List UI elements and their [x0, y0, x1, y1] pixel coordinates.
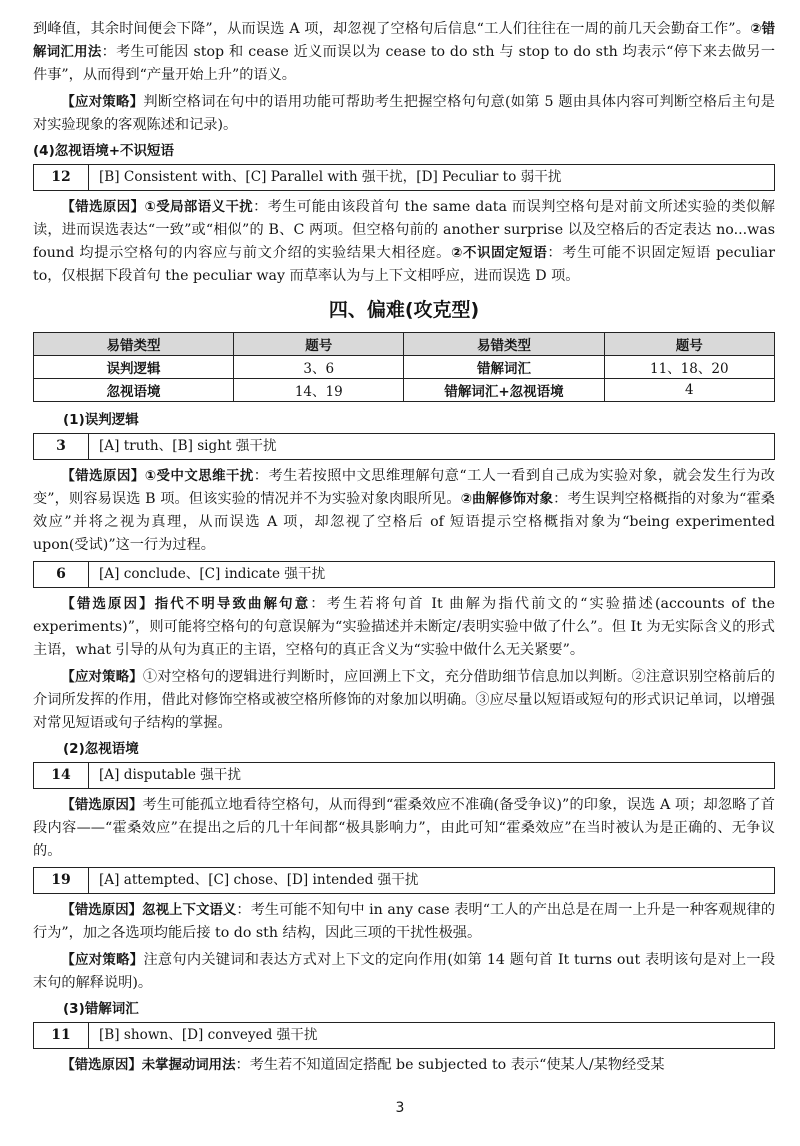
strategy-label: 【应对策略】 — [61, 953, 144, 968]
question-number: 6 — [34, 562, 89, 587]
paragraph-text: ①对空格句的逻辑进行判断时，应回溯上下文，充分借助细节信息加以判断。②注意识别空格前后的介词所发挥的作用，借此对修饰空格或被空格所修饰的对象加以明确。③应尽量以短语或短句的形式识记单词，以增强对常见短语或句子结构的掌握。 — [33, 669, 775, 731]
question-options: [A] disputable 强干扰 — [99, 767, 241, 783]
paragraph-text: 到峰值，其余时间便会下降”，从而误选 A 项，却忽视了空格句后信息“工人们往往在一周的前几天会勤奋工作”。 — [33, 21, 751, 37]
reason-sub-label: ②曲解修饰对象 — [460, 492, 554, 507]
page-number: 3 — [395, 1100, 405, 1116]
question-box-11 — [33, 1022, 775, 1049]
table-cell: 14、19 — [234, 379, 404, 402]
subsection-heading: (2)忽视语境 — [63, 741, 139, 757]
error-label: ②错解词汇用法 — [33, 22, 775, 60]
question-box-19 — [33, 867, 775, 894]
strategy-paragraph — [33, 949, 775, 995]
paragraph-text: ：考生若按照中文思维理解句意“工人一看到自己成为实验对象，就会发生行为改变”，则容易误选 B 项。但该实验的情况并不为实验对象肉眼所见。 — [33, 468, 775, 507]
paragraph-text: ：考生可能不识固定短语 peculiar to，仅根据下段首句 the peculiar way 而草率认为与上下文相呼应，进而误选 D 项。 — [33, 245, 776, 284]
question-number: 12 — [34, 165, 89, 190]
question-number: 11 — [34, 1023, 89, 1048]
question-options: [B] Consistent with、[C] Parallel with 强干扰，[D] Peculiar to 弱干扰 — [99, 169, 562, 185]
reason-paragraph — [33, 1054, 775, 1077]
table-cell: 3、6 — [234, 356, 404, 379]
table-cell: 4 — [604, 379, 774, 402]
paragraph-continued — [33, 18, 775, 87]
table-cell: 错解词汇+忽视语境 — [404, 379, 604, 402]
paragraph-text: 考生可能孤立地看待空格句，从而得到“霍桑效应不准确(备受争议)”的印象，误选 A 项；却忽略了首段内容——“霍桑效应”在提出之后的几十年间都“极具影响力”，由此可知“霍桑效应”在当时被认为是正确的、无争议的。 — [33, 797, 775, 859]
subsection-heading: (4)忽视语境+不识短语 — [33, 143, 175, 159]
table-row — [34, 379, 775, 402]
reason-label: 【错选原因】 — [61, 798, 143, 813]
reason-paragraph — [33, 593, 775, 662]
summary-table — [33, 332, 775, 402]
reason-label: 【错选原因】 — [61, 597, 155, 612]
reason-paragraph — [33, 196, 775, 288]
reason-paragraph — [33, 899, 775, 945]
question-options: [B] shown、[D] conveyed 强干扰 — [99, 1027, 318, 1043]
paragraph-text: 注意句内关键词和表达方式对上下文的定向作用(如第 14 题句首 It turns out 表明该句是对上一段末句的解释说明)。 — [33, 952, 776, 991]
reason-label: 【错选原因】 — [61, 903, 143, 918]
paragraph-text: ：考生可能因 stop 和 cease 近义而误以为 cease to do sth 与 stop to do sth 均表示“停下来去做另一件事”，从而得到“产量开始上升”的语义。 — [33, 44, 776, 83]
page-content — [33, 18, 775, 1081]
table-header: 题号 — [234, 333, 404, 356]
table-cell: 忽视语境 — [34, 379, 234, 402]
question-box-14 — [33, 762, 775, 789]
paragraph-text: ：考生可能由该段首句 the same data 而误判空格句是对前文所述实验的类似解读，进而误选表达“一致”或“相似”的 B、C 两项。但空格句前的 another surprise 以及空格后的否定表达 no...was found 均提示空格句的内容应与前文介绍的实验结果大相径庭。 — [33, 199, 775, 261]
subsection-heading: (3)错解词汇 — [63, 1001, 139, 1017]
reason-sub-label: ②不识固定短语 — [450, 246, 548, 261]
paragraph-text: ：考生若不知道固定搭配 be subjected to 表示“使某人/某物经受某 — [235, 1057, 665, 1073]
table-header: 易错类型 — [34, 333, 234, 356]
section-title: 四、偏难(攻克型) — [328, 299, 480, 321]
reason-sub-label: ①受中文思维干扰 — [144, 469, 254, 484]
table-header: 易错类型 — [404, 333, 604, 356]
strategy-paragraph — [33, 666, 775, 735]
reason-label: 【错选原因】 — [61, 1058, 142, 1073]
table-cell: 11、18、20 — [604, 356, 774, 379]
strategy-label: 【应对策略】 — [61, 95, 144, 110]
strategy-paragraph — [33, 91, 775, 137]
table-cell: 错解词汇 — [404, 356, 604, 379]
reason-paragraph — [33, 465, 775, 557]
subsection-heading: (1)误判逻辑 — [63, 412, 139, 428]
paragraph-text: ：考生若将句首 It 曲解为指代前文的“实验描述(accounts of the experiments)”，则可能将空格句的句意误解为“实验描述并未断定/表明实验中做了什么”。但 It 为无实际含义的形式主语，what 引导的从句为真正的主语，空格句的真正含义为“实验中做什么无关紧要”。 — [33, 596, 776, 658]
strategy-label: 【应对策略】 — [61, 670, 143, 685]
question-options: [A] conclude、[C] indicate 强干扰 — [99, 566, 326, 582]
question-box-6 — [33, 561, 775, 588]
question-number: 14 — [34, 763, 89, 788]
question-options: [A] truth、[B] sight 强干扰 — [99, 438, 277, 454]
table-row — [34, 356, 775, 379]
reason-label: 【错选原因】 — [61, 200, 145, 215]
table-header-row — [34, 333, 775, 356]
paragraph-text: 判断空格词在句中的语用功能可帮助考生把握空格句句意(如第 5 题由具体内容可判断空格后主句是对实验现象的客观陈述和记录)。 — [33, 94, 775, 133]
question-number: 19 — [34, 868, 89, 893]
question-box-3 — [33, 433, 775, 460]
reason-sub-label: 未掌握动词用法 — [141, 1058, 236, 1073]
reason-sub-label: 忽视上下文语义 — [142, 903, 237, 918]
table-header: 题号 — [604, 333, 774, 356]
table-cell: 误判逻辑 — [34, 356, 234, 379]
paragraph-text: ：考生误判空格概指的对象为“霍桑效应”并将之视为真理，从而误选 A 项，却忽视了空格后 of 短语提示空格概指对象为“being experimented upon(受试)”这一行为过程。 — [33, 491, 775, 553]
question-number: 3 — [34, 434, 89, 459]
paragraph-text: ：考生可能不知句中 in any case 表明“工人的产出总是在周一上升是一种客观规律的行为”，加之各选项均能后接 to do sth 结构，因此三项的干扰性极强。 — [33, 902, 776, 941]
reason-sub-label: 指代不明导致曲解句意 — [154, 597, 311, 612]
reason-label: 【错选原因】 — [61, 469, 145, 484]
question-options: [A] attempted、[C] chose、[D] intended 强干扰 — [99, 872, 419, 888]
reason-sub-label: ①受局部语义干扰 — [144, 200, 254, 215]
question-box-12 — [33, 164, 775, 191]
reason-paragraph — [33, 794, 775, 863]
